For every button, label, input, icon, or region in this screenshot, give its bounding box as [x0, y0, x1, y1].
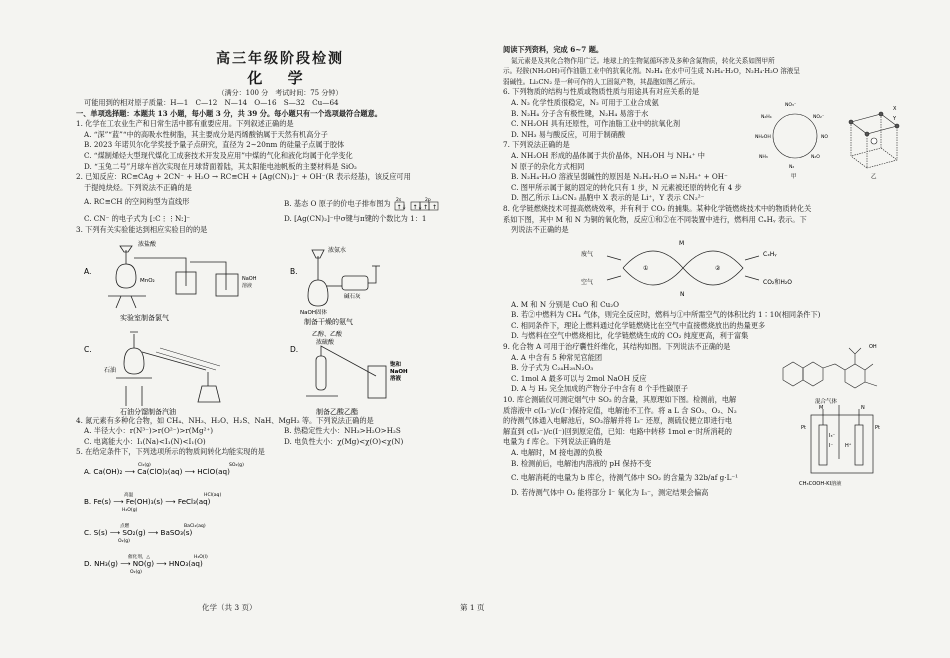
- crystal-cell: [849, 112, 899, 168]
- q9-stem: 9. 化合物 A 可用于治疗囊性纤维化，其结构如图。下列说法不正确的是: [503, 342, 731, 352]
- q2-option-a: A. RC≡CH 的空间构型为直线形: [84, 197, 190, 207]
- nitrogen-cycle-figure: [755, 94, 905, 180]
- q8-air: 空气: [581, 278, 594, 286]
- q10-line-4: 解直到 c(I₃⁻)/c(I⁻)回到原定值，已知：电路中转移 1mol e⁻时所消耗的: [503, 426, 732, 436]
- q7-stem: 7. 下列说法正确的是: [503, 140, 570, 150]
- q10-option-a: A. 电解时，M 接电源的负极: [511, 448, 603, 457]
- q10-option-c: C. 电解消耗的电量为 b 库仑，待测气体中 SO₂ 的含量为 32b/af g·L⁻¹: [511, 473, 739, 483]
- compound-oh-label: OH: [869, 344, 877, 351]
- q5-b-cond1: 高温: [124, 492, 134, 498]
- q3-d-reagents: 乙醇、乙酸: [312, 330, 343, 338]
- q5-stem: 5. 在给定条件下，下列选项所示的物质间转化均能实现的是: [76, 447, 265, 457]
- q5-option-d: D. NH₃(g) ⟶ NO(g) ⟶ HNO₃(aq): [84, 558, 203, 568]
- q3-a-conc-hcl: 浓盐酸: [138, 240, 157, 248]
- q3-d-naoh: NaOH: [390, 368, 408, 375]
- q8-option-d: D. 与燃料在空气中燃烧相比，化学链燃烧生成的 CO₂ 纯度更高，利于富集: [511, 331, 749, 341]
- left-column: [76, 44, 484, 576]
- svg-text:↑: ↑: [431, 204, 437, 212]
- reading-p3: 弱碱性。Li₃CN₂ 是一种可作的人工固氮产物，其晶胞如图乙所示。: [503, 77, 700, 86]
- coul-soln: CH₃COOH-KI溶液: [799, 481, 842, 488]
- q8-waste: 废气: [581, 250, 594, 258]
- q9-option-c: C. 1mol A 最多可以与 2mol NaOH 反应: [511, 373, 647, 383]
- q3-a-soln: 溶液: [242, 282, 253, 289]
- q7-option-c: C. 图甲所示属于氮的固定的转化只有 1 步，N 元素被还原的转化有 4 步: [511, 182, 742, 192]
- q2-stem-1: 2. 已知反应：RC≡CAg + 2CN⁻ + H₂O → RC≡CH + [Ag(CN)₂]⁻ + OH⁻(R 表示烃基)，该反应可用: [76, 172, 411, 182]
- q1-option-d: D. “玉兔二号”月球车首次实现在月球背面着陆，其太阳能电池帆板的主要材料是 SiO₂: [84, 161, 357, 171]
- reading-heading: 阅读下列资料，完成 6~7 题。: [503, 45, 604, 54]
- q8-chemical-looping-figure: [503, 236, 903, 300]
- q5-c-cond1b: O₂(g): [118, 538, 130, 544]
- q3-d-caption: 制备乙酸乙酯: [316, 407, 358, 416]
- q3-b-ammonia: 浓氨水: [328, 246, 347, 254]
- q8-option-b: B. 若②中燃料为 CH₄ 气体，则完全反应时，燃料与①中所需空气的体积比约 1∶10(相同条件下): [511, 310, 821, 320]
- q6-option-a: A. N₂ 化学性质很稳定，N₂ 可用于工业合成氨: [511, 97, 659, 107]
- q6-option-c: C. NH₂OH 具有还原性，可作油脂工业中的抗氧化剂: [511, 119, 681, 129]
- q5-c-cond1: 点燃: [120, 523, 130, 529]
- q3-a-mno2: MnO₂: [140, 277, 155, 284]
- q10-option-d: D. 若待测气体中 O₂ 能将部分 I⁻ 氧化为 I₃⁻，测定结果会偏高: [511, 487, 709, 497]
- q5-a-cond2: SO₂(g): [229, 462, 244, 468]
- coul-i3: I₃⁻: [829, 433, 836, 440]
- atomic-masses: 可能用到的相对原子质量：H—1 C—12 N—14 O—16 S—32 Cu—64: [84, 98, 339, 107]
- fig-y-label: Y: [893, 115, 897, 122]
- q8-option-c: C. 相同条件下，理论上燃料通过化学链燃烧比在空气中直接燃烧放出的热量更多: [511, 320, 766, 330]
- exam-subject: 化 学: [247, 69, 313, 87]
- q9-option-b: B. 分子式为 C₂₄H₂₈N₂O₃: [511, 363, 594, 373]
- q1-option-c: C. “煤制烯烃大型现代煤化工成套技术开发及应用”中煤的气化和液化均属于化学变化: [84, 150, 353, 160]
- q6-stem: 6. 下列物质的结构与性质或物质性质与用途具有对应关系的是: [503, 87, 700, 97]
- q6-option-d: D. NH₃ 易与酸反应，可用于制硝酸: [511, 129, 626, 139]
- q7-option-b: B. N₂H₄·H₂O 溶液呈弱碱性的原因是 N₂H₄·H₂O ⇌ N₂H₅⁺ + OH⁻: [511, 172, 728, 182]
- q3-c-caption: 石油分馏制备汽油: [120, 407, 176, 416]
- q8-r1: ①: [643, 264, 649, 272]
- q5-d-cond2: H₂O(l): [194, 554, 208, 560]
- q3-c-oil: 石油: [104, 366, 117, 374]
- n-label-6: NH₃: [759, 154, 768, 160]
- coul-gas: 混合气体: [815, 399, 838, 406]
- q10-line-5: 电量为 f 库仑。下列说法正确的是: [503, 437, 611, 447]
- q5-d-cond1: 催化剂，△: [128, 554, 150, 560]
- exam-meta: （满分：100 分 考试时间：75 分钟）: [217, 89, 343, 97]
- q8-option-a: A. M 和 N 分别是 CuO 和 Cu₂O: [511, 299, 619, 309]
- q10-line-3: 的待测气体通入电解池后，SO₂溶解并将 I₃⁻ 还原，测硫仪便立即进行电: [503, 416, 733, 426]
- svg-text:↑: ↑: [422, 204, 428, 212]
- coul-pt-right: Pt: [875, 425, 880, 432]
- orbital-2s-label: 2s: [395, 198, 402, 204]
- q3-a-naoh: NaOH: [242, 275, 257, 282]
- q8-line-3: 列说法不正确的是: [511, 225, 569, 235]
- q5-conversions: [76, 458, 376, 576]
- q5-a-cond1: Cl₂(g): [138, 462, 151, 468]
- apparatus-a: [108, 246, 238, 308]
- apparatus-c: [116, 332, 220, 406]
- reading-p1: 氮元素是及其化合物作用广泛。地球上的生物氮循环涉及多种含氮物质，转化关系如图甲所: [511, 56, 775, 65]
- q8-fuel: CₓHᵧ: [763, 250, 777, 258]
- q3-d-h2so4: 浓硫酸: [316, 338, 335, 346]
- section-heading: 一、单项选择题：本题共 13 小题，每小题 3 分，共 39 分。每小题只有一个选项最符合题意。: [76, 108, 382, 118]
- coul-h: H⁺: [845, 443, 852, 450]
- n-label-7: NH₂OH: [755, 134, 771, 140]
- reading-p2: 示。羟胺(NH₂OH)可作油脂工业中的抗氧化剂。N₂H₄ 在水中可生成 N₂H₄·H₂O，N₂H₄·H₂O 溶液呈: [503, 67, 800, 76]
- q1-option-b: B. 2023 年诺贝尔化学奖授予量子点研究，直径为 2~20nm 的硅量子点属于胶体: [84, 140, 345, 150]
- q10-line-1: 10. 库仑测硫仪可测定烟气中 SO₂ 的含量，其原理如下图。检测前，电解: [503, 395, 737, 405]
- q7-option-d: D. 图乙所示 Li₂CN₂ 晶胞中 X 表示的是 Li⁺，Y 表示 CN₂²⁻: [511, 193, 705, 203]
- q4-option-b: B. 热稳定性大小：NH₃>H₂O>H₂S: [284, 426, 401, 436]
- fig-x-label: X: [893, 105, 897, 112]
- q3-label-d: D.: [290, 344, 299, 354]
- q3-b-caption: 制备干燥的氨气: [304, 317, 353, 326]
- svg-text:↑↓: ↑↓: [396, 204, 407, 212]
- right-column: [503, 45, 903, 498]
- q3-apparatus-figure: [76, 236, 484, 416]
- q2-stem-2: 于提纯炔烃。下列说法不正确的是: [84, 182, 192, 192]
- q3-a-caption: 实验室制备氯气: [120, 313, 169, 322]
- n-label-3: NO: [821, 134, 829, 140]
- q5-option-a: A. Ca(OH)₂ ⟶ Ca(ClO)₂(aq) ⟶ HClO(aq): [84, 466, 230, 476]
- q3-label-a: A.: [84, 266, 92, 276]
- q5-b-cond1b: H₂O(g): [122, 507, 138, 513]
- q9-option-a: A. A 中含有 5 种常见官能团: [511, 352, 603, 362]
- q1-stem: 1. 化学在工农业生产和日常生活中都有重要应用。下列叙述正确的是: [76, 119, 294, 129]
- coul-i: I⁻: [829, 443, 834, 450]
- q7-option-a2: N 原子的杂化方式相同: [511, 161, 585, 171]
- q3-label-b: B.: [290, 266, 298, 276]
- q4-option-d: D. 电负性大小：χ(Mg)<χ(O)<χ(N): [284, 436, 404, 446]
- q5-option-b: B. Fe(s) ⟶ Fe(OH)₃(s) ⟶ FeCl₃(aq): [84, 496, 211, 506]
- orbital-2p-label: 2p: [424, 198, 431, 204]
- orbital-diagram: [393, 197, 453, 211]
- q3-b-naoh-solid: NaOH固体: [300, 309, 327, 316]
- q8-r2: ②: [715, 264, 721, 272]
- exam-title: 高三年级阶段检测: [216, 51, 344, 67]
- q8-line-2: 系如下图，其中 M 和 N 为铜的氧化物，反应①和②在不同装置中进行，燃料用 CₓHᵧ 表示。下: [503, 214, 807, 224]
- n-label-5: N₂: [789, 164, 795, 170]
- q2-option-c: C. CN⁻ 的电子式为 [:C⋮⋮N:]⁻: [84, 214, 191, 224]
- q5-option-c: C. S(s) ⟶ SO₂(g) ⟶ BaSO₃(s): [84, 527, 193, 537]
- coulometer-figure: [799, 395, 895, 491]
- q7-option-a1: A. NH₂OH 形成的晶体属于共价晶体，NH₂OH 与 NH₄⁺ 中: [511, 150, 705, 160]
- apparatus-d: [306, 346, 386, 398]
- n-label-8: N₂H₄: [761, 114, 772, 120]
- footer-page: 第 1 页: [460, 603, 485, 612]
- q3-b-lime: 碱石灰: [344, 293, 361, 300]
- coul-n: N: [861, 405, 865, 412]
- q5-d-cond1b: O₂(g): [130, 569, 142, 575]
- n-label-4: N₂O: [811, 154, 820, 160]
- fig-jia-label: 甲: [791, 173, 797, 180]
- q2-option-d: D. [Ag(CN)₂]⁻中σ键与π键的个数比为 1：1: [284, 214, 427, 224]
- coul-pt-left: Pt: [801, 425, 806, 432]
- q5-c-cond2: BaCl₂(aq): [184, 523, 206, 529]
- n-label-1: NO₃⁻: [785, 102, 797, 108]
- q5-b-cond2: HCl(aq): [204, 492, 222, 498]
- footer-left: 化学（共 3 页）: [202, 603, 257, 612]
- q8-n: N: [680, 290, 685, 298]
- coul-m: M: [819, 405, 824, 412]
- compound-a-structure: [773, 338, 903, 390]
- n-label-2: NO₂⁻: [813, 114, 825, 120]
- q8-line-1: 8. 化学链燃烧技术可提高燃烧效率，并有利于 CO₂ 的捕集。某种化学链燃烧技术中的物质转化关: [503, 203, 812, 213]
- q4-stem: 4. 氮元素有多种化合物，如 CH₄、NH₃、H₂O、H₂S、NaH、MgH₂ 等。下列说法正确的是: [76, 415, 374, 425]
- svg-text:↑↓: ↑↓: [412, 204, 423, 212]
- fig-yi-label: 乙: [871, 173, 877, 180]
- q8-m: M: [679, 239, 685, 247]
- q1-option-a: A. “深”“蓝”“中的高吸水性树脂，其主要成分是丙烯酸钠属于天然有机高分子: [84, 129, 328, 139]
- q4-option-a: A. 半径大小：r(N³⁻)>r(O²⁻)>r(Mg²⁺): [84, 426, 214, 436]
- q3-stem: 3. 下列有关实验能达到相应实验目的的是: [76, 224, 208, 234]
- q4-option-c: C. 电离能大小：I₁(Na)<I₁(N)<I₁(O): [84, 436, 206, 446]
- q9-option-d: D. A 与 H₂ 完全加成的产物分子中含有 8 个手性碳原子: [511, 384, 688, 394]
- q2-option-b: B. 基态 O 原子的价电子排布图为 2s 2p ↑↓ ↑↓ ↑ ↑: [284, 197, 484, 211]
- q3-d-sat: 饱和: [390, 361, 402, 368]
- q10-option-b: B. 检测前后，电解池内溶液的 pH 保持不变: [511, 458, 652, 468]
- q8-products: CO₂和H₂O: [763, 278, 792, 286]
- q3-d-soln: 溶液: [390, 375, 402, 382]
- q3-label-c: C.: [84, 344, 92, 354]
- q6-option-b: B. N₂H₄ 分子含有极性键，N₂H₄ 易溶于水: [511, 108, 649, 118]
- q10-line-2: 质溶液中 c(I₃⁻)/c(I⁻)保持定值，电解池不工作。将 a L 含 SO₂、O₂、N₂: [503, 405, 737, 415]
